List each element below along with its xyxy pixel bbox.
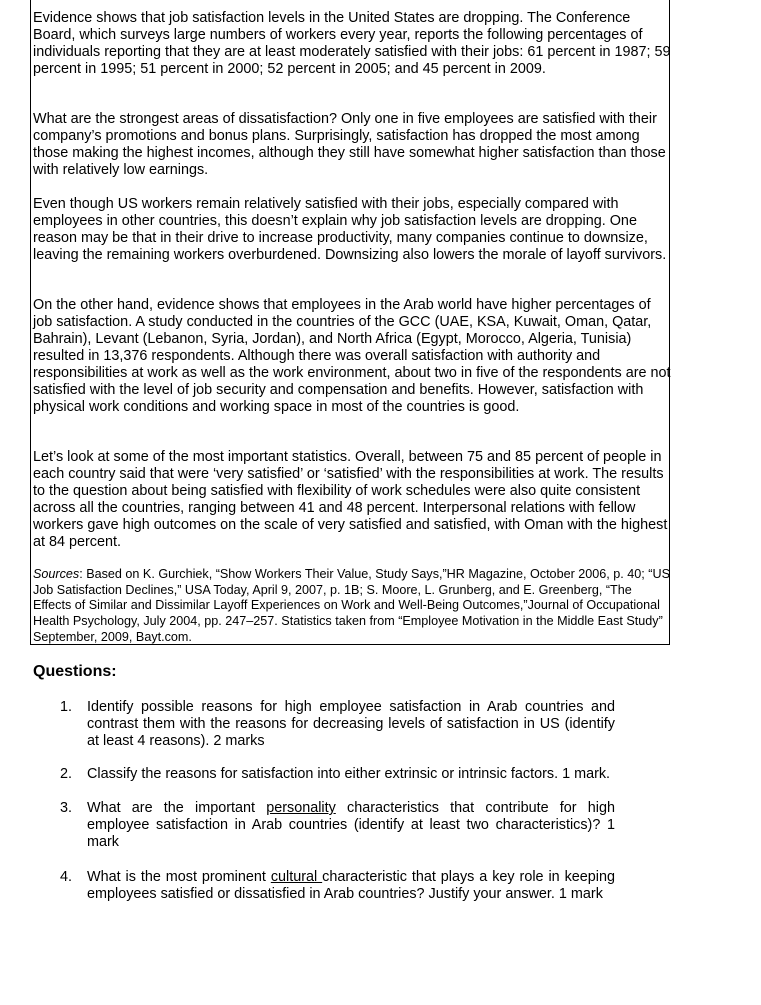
case-paragraph-1: Evidence shows that job satisfaction levels in the United States are dropping. The Conference Board, which surveys large numbers of workers every year, reports the following percentages of individuals reporting that they are at least moderately satisfied with their jobs: 61 percent in 1987; 59 percent in 1995; 51 percent in 2000; 52 percent in 2005; and 45 percent in 2009. [33, 10, 671, 77]
question-text-part: characteristic that plays a key role in keeping employees satisfied or dissatisfied in Arab countries? Justify your answer. 1 mark [87, 869, 616, 902]
question-number: 2. [60, 766, 73, 782]
question-text-part: What is the most prominent [87, 869, 271, 885]
question-text: Classify the reasons for satisfaction into either extrinsic or intrinsic factors. 1 mark. [87, 766, 611, 782]
question-text-part: characteristics that contribute for high employee satisfaction in Arab countries (identify at least two characteristics)? 1 mark [87, 800, 615, 850]
question-text: Identify possible reasons for high employee satisfaction in Arab countries and contrast them with the reasons for decreasing levels of satisfaction in US (identify at least 4 reasons). 2 marks [87, 699, 615, 749]
case-paragraph-3: Even though US workers remain relatively satisfied with their jobs, especially compared with employees in other countries, this doesn’t explain why job satisfaction levels are dropping. One reason may be that in their drive to increase productivity, many companies continue to downsize, leaving the remaining workers overburdened. Downsizing also lowers the morale of layoff survivors. [33, 196, 667, 263]
case-paragraph-4: On the other hand, evidence shows that employees in the Arab world have higher percentages of job satisfaction. A study conducted in the countries of the GCC (UAE, KSA, Kuwait, Oman, Qatar, Bahrain), Levant (Lebanon, Syria, Jordan), and North Africa (Egypt, Morocco, Algeria, Tunisia) resulted in 13,376 respondents. Although there was overall satisfaction with authority and responsibilities at work as well as the work environment, about two in five of the respondents are not satisfied with the level of job security and compensation and benefits. However, satisfaction with physical work conditions and working space in most of the countries is good. [33, 297, 671, 415]
sources-label: Sources [33, 567, 80, 581]
case-paragraph-5: Let’s look at some of the most important statistics. Overall, between 75 and 85 percent of people in each country said that were ‘very satisfied’ or ‘satisfied’ with the responsibilities at work. The results to the question about being satisfied with flexibility of work schedules were also quite consistent across all the countries, ranging between 41 and 48 percent. Interpersonal relations with fellow workers gave high outcomes on the scale of very satisfied and satisfied, with Oman with the highest at 84 percent. [33, 449, 668, 550]
question-number: 3. [60, 800, 73, 816]
sources-text: : Based on K. Gurchiek, “Show Workers Their Value, Study Says,”HR Magazine, October 2006, p. 40; “US Job Satisfaction Declines,” USA Today, April 9, 2007, p. 1B; S. Moore, L. Grunberg, and E. Greenberg, “The Effects of Similar and Dissimilar Layoff Experiences on Work and Well-Being Outcomes,”Journal of Occupational Health Psychology, July 2004, pp. 247–257. Statistics taken from “Employee Motivation in the Middle East Study” September, 2009, Bayt.com. [33, 567, 670, 644]
question-number: 4. [60, 869, 73, 885]
question-number: 1. [60, 699, 73, 715]
question-text [87, 869, 615, 903]
question-text-part: What are the important [87, 800, 267, 816]
sources-note [33, 567, 673, 646]
underlined-term: cultural [270, 869, 323, 885]
questions-heading: Questions: [33, 663, 117, 680]
case-paragraph-2: What are the strongest areas of dissatisfaction? Only one in five employees are satisfied with their company’s promotions and bonus plans. Surprisingly, satisfaction has dropped the most among those making the highest incomes, although they still have somewhat higher satisfaction than those with relatively low earnings. [33, 111, 666, 178]
question-text [87, 800, 615, 851]
underlined-term: personality [266, 800, 336, 816]
